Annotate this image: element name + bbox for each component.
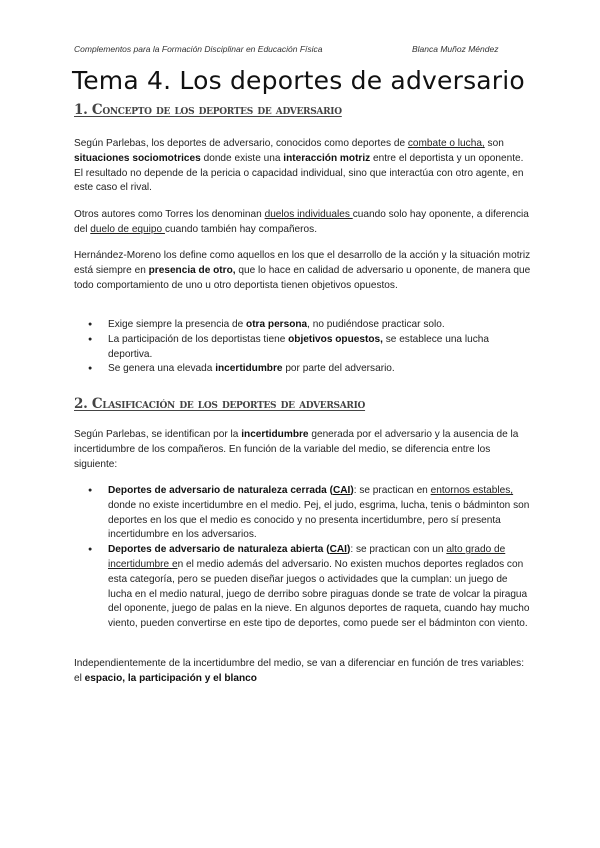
text: Exige siempre la presencia de: [108, 319, 247, 330]
underlined-text: alto grado de incertidumbre e: [108, 544, 506, 570]
bold-underlined-text: CAI: [332, 485, 351, 496]
underlined-text: duelo de equipo: [90, 223, 165, 235]
text: donde no existe incertidumbre en el medio. Pej, el judo, esgrima, lucha, tenis o bádminton son deportes en los que el medio es conocido y no presenta incertidumbre, pero sí presenta incertidumbre en los adversarios.: [108, 499, 530, 541]
text: generada por el adversario y la ausencia de la incertidumbre de los compañeros. En función de la variable del medio, se diferencia entre los siguiente:: [74, 429, 519, 470]
bold-text: interacción motriz: [283, 152, 371, 164]
text: por parte del adversario.: [282, 363, 395, 375]
bold-text: ): [350, 485, 354, 496]
underlined-text: entornos estables,: [430, 485, 514, 496]
list-item: [74, 318, 532, 333]
section2-heading: 2. Clasificación de los deportes de adversario: [74, 396, 366, 412]
text: La participación de los deportistas tiene: [108, 333, 289, 345]
text: se establece una lucha deportiva.: [108, 333, 489, 360]
section2-paragraph-1: [74, 428, 532, 472]
text: : se practican con un: [350, 544, 447, 556]
section1-heading: 1. Concepto de los deportes de adversario: [74, 102, 342, 118]
text: , no pudiéndose practicar solo.: [307, 319, 445, 330]
section1-paragraph-2: [74, 208, 532, 238]
text: que lo hace en calidad de adversario u oponente, de manera que todo comportamiento de uno u otro deportista tienen objetivos opuestos.: [74, 264, 531, 291]
section2-bullet-list: [74, 484, 532, 632]
bold-underlined-text: CAI: [329, 544, 347, 556]
text: Otros autores como Torres los denominan: [74, 209, 265, 220]
section1-paragraph-3: [74, 249, 532, 293]
text: Se genera una elevada: [108, 363, 216, 375]
text: son: [484, 138, 504, 149]
list-item: [74, 543, 532, 632]
text: entre el deportista y un oponente. El resultado no depende de la pericia o capacidad individual, sino que interactúa con otro agente, en este caso el rival.: [74, 152, 524, 194]
text: cuando también hay compañeros.: [164, 223, 317, 235]
page-title: Tema 4. Los deportes de adversario: [72, 66, 525, 95]
section1-bullet-list: [74, 318, 532, 377]
section2-paragraph-2: [74, 657, 532, 687]
underlined-text: duelos individuales: [264, 209, 353, 220]
bold-text: incertidumbre: [241, 429, 309, 440]
bold-text: Deportes de adversario de naturaleza cerrada (: [108, 485, 333, 496]
section1-paragraph-1: [74, 137, 532, 196]
text: Hernández-Moreno los define como aquellos en los que el desarrollo de la acción y la situación motriz está siempre en: [74, 250, 531, 276]
text: : se practican en: [353, 485, 431, 496]
text: Según Parlebas, los deportes de adversario, conocidos como deportes de: [74, 138, 408, 149]
header-author: Blanca Muñoz Méndez: [412, 44, 499, 54]
text: cuando solo hay oponente, a diferencia del: [74, 209, 529, 235]
underlined-text: combate o lucha,: [407, 138, 485, 149]
bold-text: espacio, la participación y el blanco: [84, 672, 257, 684]
bold-text: incertidumbre: [215, 363, 283, 375]
bold-text: situaciones sociomotrices: [74, 152, 201, 164]
bold-text: Deportes de adversario de naturaleza abierta (: [108, 544, 330, 556]
bold-text: ): [346, 544, 351, 556]
list-item: [74, 484, 532, 543]
bold-text: objetivos opuestos,: [288, 333, 383, 345]
header-course: Complementos para la Formación Disciplinar en Educación Física: [74, 44, 323, 54]
text: Según Parlebas, se identifican por la: [74, 429, 242, 440]
bold-text: otra persona: [246, 319, 308, 330]
text: donde existe una: [200, 152, 284, 164]
text: Independientemente de la incertidumbre del medio, se van a diferenciar en función de tres variables: el: [74, 658, 525, 684]
bold-text: presencia de otro,: [148, 264, 236, 276]
text: n el medio además del adversario. No existen muchos deportes reglados con esta categoría, pero se pueden diseñar juegos o actividades que la cumplan: un juego de lucha en el medio natural, juego de derribo sobre piraguas donde se trate de volcar la piragua del oponente, juego de palas en la nieve. En algunos deportes de raqueta, cuando hay mucho viento, pueden convertirse en este tipo de deportes, como puede ser el bádminton con viento.: [108, 558, 530, 630]
list-item: [74, 333, 532, 363]
list-item: [74, 362, 532, 377]
